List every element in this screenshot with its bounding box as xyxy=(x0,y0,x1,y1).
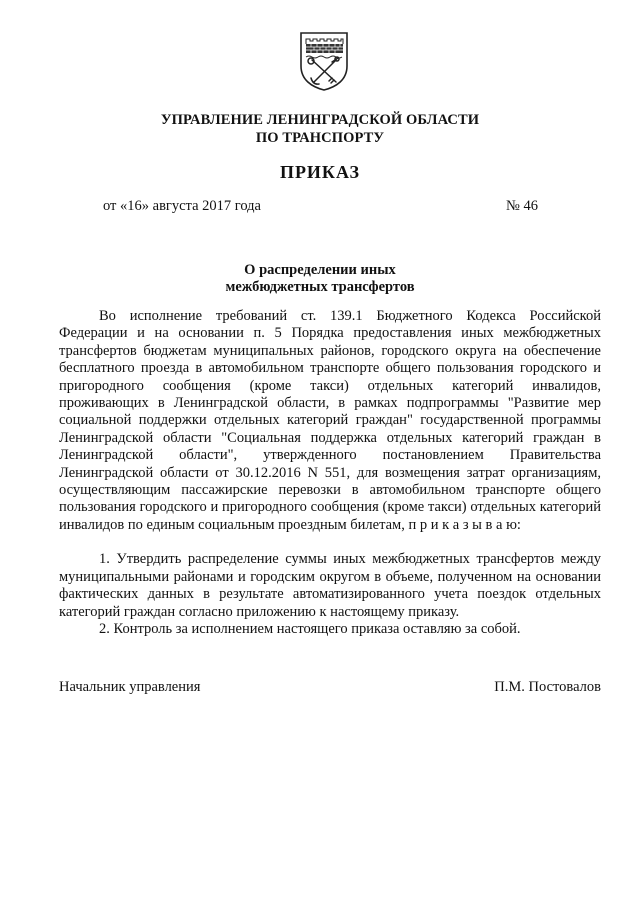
organization-name-line2: ПО ТРАНСПОРТУ xyxy=(255,130,385,146)
order-item-2: 2. Контроль за исполнением настоящего приказа оставляю за собой. xyxy=(99,620,521,637)
signatory-position: Начальник управления xyxy=(59,679,201,695)
signatory-name: П.М. Постовалов xyxy=(494,679,601,695)
preamble-paragraph: Во исполнение требований ст. 139.1 Бюджетного Кодекса Российской Федерации и на основании п. 5 Порядка предоставления иных межбюджетных трансфертов бюджетам муниципальных районов, городского округа на обеспечение бесплатного проезда в автомобильном транспорте общего пользования городского и пригородного сообщения (кроме такси) отдельных категорий инвалидов, проживающих в Ленинградской области, в рамках подпрограммы "Развитие мер социальной поддержки отдельных категорий граждан" государственной программы Ленинградской области "Социальная поддержка отдельных категорий граждан в Ленинградской области", утвержденного постановлением Правительства Ленинградской области от 30.12.2016 N 551, для возмещения затрат организациям, осуществляющим пассажирские перевозки в автомобильном транспорте общего пользования городского и пригородного сообщения (кроме такси) отдельных категорий инвалидов по единым социальным проездным билетам, п р и к а з ы в а ю: xyxy=(59,308,601,533)
order-number: № 46 xyxy=(506,198,538,214)
coat-of-arms-icon xyxy=(298,30,350,92)
order-item-1: 1. Утвердить распределение суммы иных межбюджетных трансфертов между муниципальными районами и городским округом в объеме, полученном на основании фактических данных в результате автоматизированного учета поездок отдельных категорий граждан согласно приложению к настоящему приказу. xyxy=(59,551,601,620)
order-subject-line2: межбюджетных трансфертов xyxy=(225,279,415,295)
order-body xyxy=(59,308,601,638)
order-subject-line1: О распределении иных xyxy=(244,262,396,278)
organization-name: УПРАВЛЕНИЕ ЛЕНИНГРАДСКОЙ ОБЛАСТИ xyxy=(160,112,480,128)
document-type-title: ПРИКАЗ xyxy=(279,162,361,182)
order-date: от «16» августа 2017 года xyxy=(103,198,261,214)
